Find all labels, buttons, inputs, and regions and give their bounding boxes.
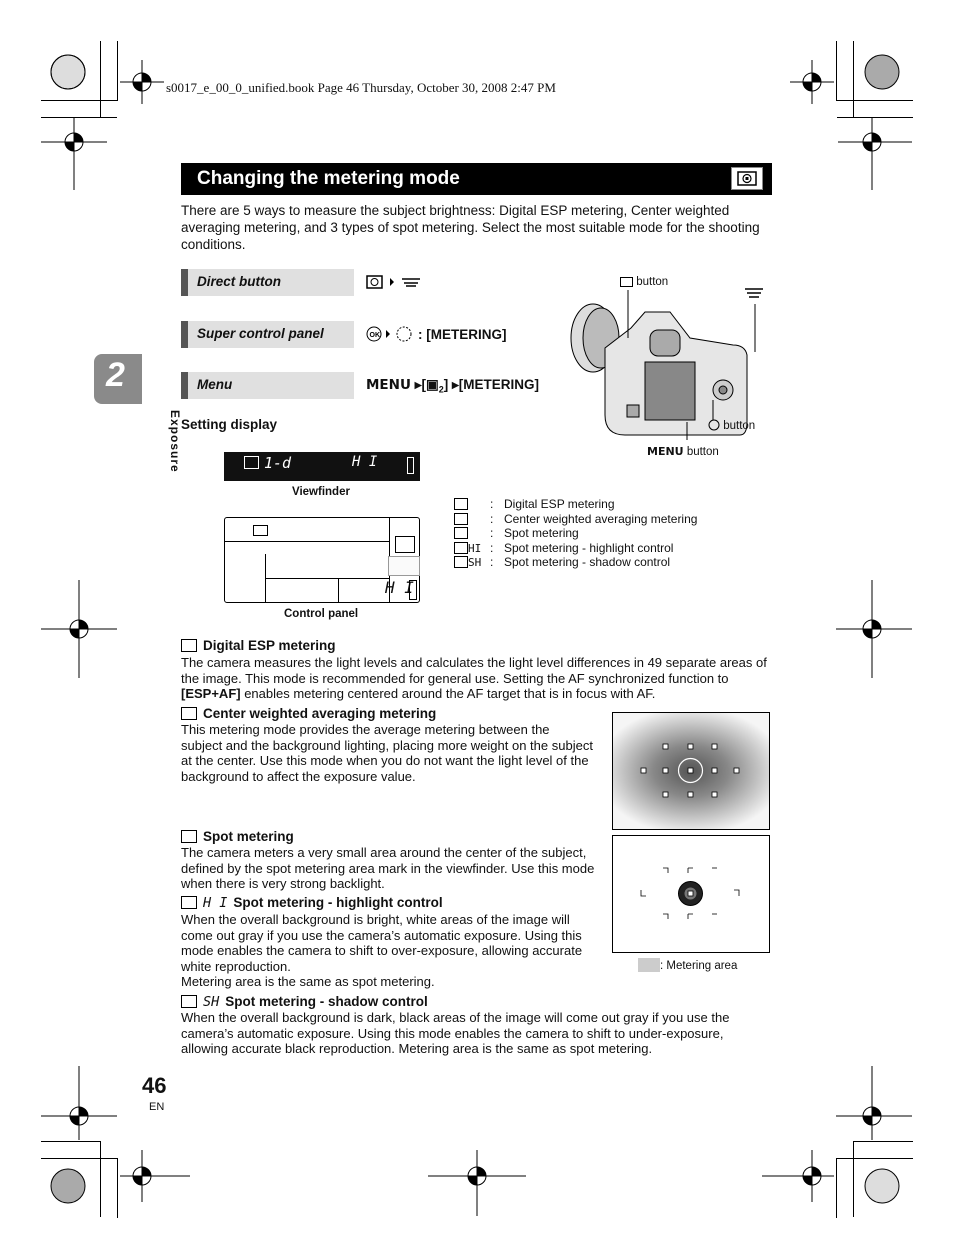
chapter-tab: 2 (94, 354, 142, 404)
page-language: EN (149, 1101, 165, 1113)
spot-sh-heading: SH Spot metering - shadow control (181, 994, 428, 1010)
menu-button-label: MENU button (647, 445, 719, 458)
legend-center: : Center weighted averaging metering (454, 512, 697, 526)
direct-button-label: Direct button (181, 269, 354, 296)
legend-spot: : Spot metering (454, 526, 579, 540)
center-heading: Center weighted averaging metering (181, 706, 436, 721)
esp-to-metering-icon (366, 274, 428, 290)
metering-button-icon (743, 286, 765, 300)
super-control-panel-value: OK : [METERING] (366, 326, 507, 342)
spot-sh-body: When the overall background is dark, black areas of the image will come out gray if you use the camera’s automatic exposure. Using this mode enables the camera to shift to under-exposure, allowing accurate black reproduction. Metering area is the same as spot metering. (181, 1010, 730, 1057)
intro-text: There are 5 ways to measure the subject brightness: Digital ESP metering, Center weighted averaging metering, and 3 types of spot metering. Select the most suitable mode for the shooting conditions. (181, 203, 760, 252)
legend-esp: : Digital ESP metering (454, 497, 615, 511)
esp-body: The camera measures the light levels and calculates the light level differences in 49 separate areas of the image. This mode is recommended for general use. Setting the AF synchronized function to [ESP+AF] enables metering centered around the AF target that is in focus with AF. (181, 655, 767, 702)
setting-display-heading: Setting display (181, 417, 278, 432)
legend-spot-sh: SH : Spot metering - shadow control (454, 555, 670, 569)
viewfinder-caption: Viewfinder (292, 486, 350, 498)
menu-label: Menu (181, 372, 354, 399)
spot-hi-heading: H I Spot metering - highlight control (181, 895, 443, 911)
esp-heading: Digital ESP metering (181, 638, 336, 653)
spot-heading: Spot metering (181, 829, 294, 844)
header-info: s0017_e_00_0_unified.book Page 46 Thursday, October 30, 2008 2:47 PM (166, 80, 556, 95)
center-body: This metering mode provides the average metering between the subject and the background lighting, placing more weight on the subject at the center. Use this mode when you do not want the light level of the background to affect the exposure value. (181, 722, 593, 784)
title-bar (181, 163, 772, 195)
spot-body: The camera meters a very small area around the center of the subject, defined by the spot metering area mark in the viewfinder. Use this mode when there is very strong backlight. (181, 845, 595, 892)
metering-icon (731, 167, 763, 190)
spot-diagram (612, 835, 770, 953)
menu-value: MENU $▸[▣_2]$ ▸[METERING] (366, 377, 540, 395)
center-weighted-diagram (612, 712, 770, 830)
legend-spot-hi: HI : Spot metering - highlight control (454, 541, 673, 555)
control-panel-caption: Control panel (284, 608, 359, 620)
ok-button-label: button (708, 419, 755, 432)
chapter-label: Exposure (168, 410, 182, 473)
page-title: Changing the metering mode (197, 168, 460, 189)
metering-area-legend: : Metering area (638, 958, 737, 972)
direct-button-value (366, 274, 428, 293)
spot-hi-body: When the overall background is bright, white areas of the image will come out gray if you use the camera’s automatic exposure. Using this mode enables the camera to shift to over-exposure, allowing accurate white reproduction. Metering area is the same as spot metering. (181, 912, 583, 990)
super-control-panel-label: Super control panel (181, 321, 354, 348)
viewfinder-display: 1-d H I (224, 452, 420, 481)
svg-text:OK: OK (369, 332, 380, 339)
control-panel-display: H I (224, 517, 420, 603)
esp-button-label: button (620, 276, 668, 288)
page-number: 46 (142, 1073, 167, 1098)
ok-to-dial-icon (366, 326, 418, 342)
